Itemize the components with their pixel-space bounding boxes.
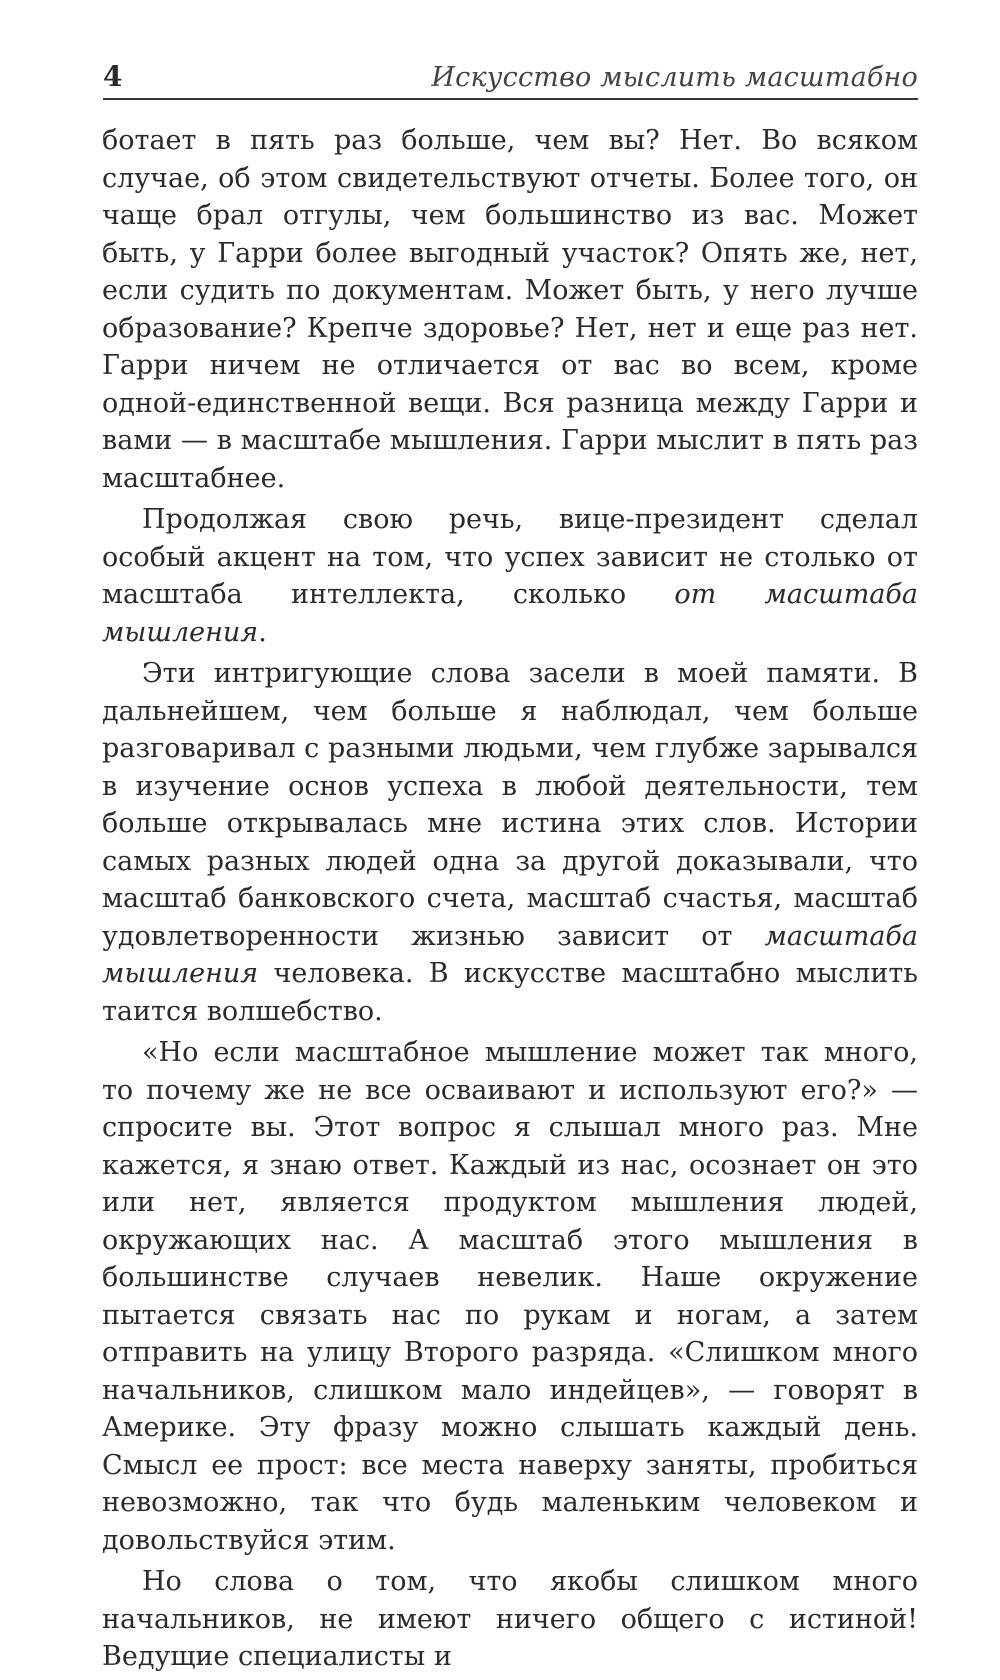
emphasis-text: масштаба мышления: [102, 920, 918, 989]
paragraph: [102, 501, 918, 651]
book-title: Искусство мыслить масштабно: [431, 62, 918, 93]
text-segment: .: [258, 616, 267, 648]
emphasis-text: от масштаба мышления: [102, 579, 918, 648]
text-segment: Но слова о том, что якобы слишком много начальников, не имеют ничего общего с истиной! Ведущие специалисты и: [102, 1566, 918, 1672]
paragraph: [102, 655, 918, 1030]
paragraph: [102, 1563, 918, 1676]
body-text: [102, 122, 918, 1680]
page-number: 4: [103, 60, 123, 93]
text-segment: Продолжая свою речь, вице-президент сделал особый акцент на том, что успех зависит не столько от масштаба интеллекта, сколько: [102, 504, 918, 610]
paragraph: [102, 122, 918, 497]
text-segment: «Но если масштабное мышление может так много, то почему же не все осваивают и используют его?» — спросите вы. Этот вопрос я слышал много раз. Мне кажется, я знаю ответ. Каждый из нас, осознает он это или нет, является продуктом мышления людей, окружающих нас. А масштаб этого мышления в большинстве случаев невелик. Наше окружение пытается связать нас по рукам и ногам, а затем отправить на улицу Второго разряда. «Слишком много начальников, слишком мало индейцев», — говорят в Америке. Эту фразу можно слышать каждый день. Смысл ее прост: все места наверху заняты, пробиться невозможно, так что будь маленьким человеком и довольствуйся этим.: [102, 1037, 918, 1556]
text-segment: ботает в пять раз больше, чем вы? Нет. Во всяком случае, об этом свидетельствуют отчеты. Более того, он чаще брал отгулы, чем большинство из вас. Может быть, у Гарри более выгодный участок? Опять же, нет, если судить по документам. Может быть, у него лучше образование? Крепче здоровье? Нет, нет и еще раз нет. Гарри ничем не отличается от вас во всем, кроме одной-единственной вещи. Вся разница между Гарри и вами — в масштабе мышления. Гарри мыслит в пять раз масштабнее.: [102, 125, 918, 494]
running-head: [103, 58, 918, 100]
text-segment: человека. В искусстве масштабно мыслить таится волшебство.: [102, 958, 918, 1027]
paragraph: [102, 1034, 918, 1559]
text-segment: Эти интригующие слова засели в моей памяти. В дальнейшем, чем больше я наблюдал, чем больше разговаривал с разными людьми, чем глубже зарывался в изучение основ успеха в любой деятельности, тем больше открывалась мне истина этих слов. Истории самых разных людей одна за другой доказывали, что масштаб банковского счета, масштаб счастья, масштаб удовлетворенности жизнью зависит от: [102, 658, 918, 952]
